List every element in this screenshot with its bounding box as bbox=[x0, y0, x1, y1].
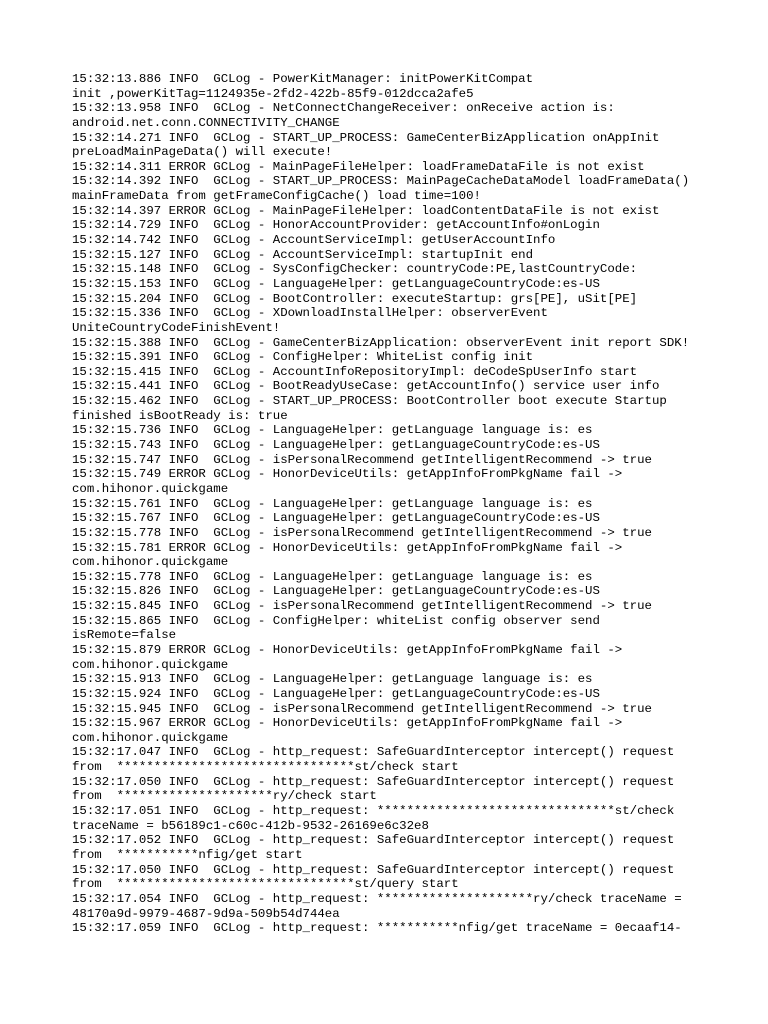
log-line: 15:32:13.958 INFO GCLog - NetConnectChangeReceiver: onReceive action is: bbox=[72, 101, 615, 116]
log-line: 15:32:17.054 INFO GCLog - http_request: *********************ry/check traceName = bbox=[72, 891, 682, 906]
log-line: 15:32:15.336 INFO GCLog - XDownloadInstallHelper: observerEvent bbox=[72, 306, 548, 321]
log-line: 15:32:14.397 ERROR GCLog - MainPageFileHelper: loadContentDataFile is not exist bbox=[72, 203, 660, 218]
log-line: 15:32:15.826 INFO GCLog - LanguageHelper: getLanguageCountryCode:es-US bbox=[72, 584, 600, 599]
log-line: 15:32:15.845 INFO GCLog - isPersonalRecommend getIntelligentRecommend -> true bbox=[72, 599, 652, 614]
log-line: 15:32:15.148 INFO GCLog - SysConfigChecker: countryCode:PE,lastCountryCode: bbox=[72, 262, 638, 277]
log-line: mainFrameData from getFrameConfigCache() load time=100! bbox=[72, 189, 481, 204]
log-line: 15:32:17.050 INFO GCLog - http_request: SafeGuardInterceptor intercept() request bbox=[72, 862, 675, 877]
log-line: 15:32:14.742 INFO GCLog - AccountServiceImpl: getUserAccountInfo bbox=[72, 233, 556, 248]
log-line: 15:32:13.886 INFO GCLog - PowerKitManager: initPowerKitCompat bbox=[72, 72, 534, 86]
log-line: isRemote=false bbox=[72, 628, 177, 643]
log-line: 15:32:15.462 INFO GCLog - START_UP_PROCESS: BootController boot execute Startup bbox=[72, 394, 667, 409]
log-line: 15:32:15.761 INFO GCLog - LanguageHelper: getLanguage language is: es bbox=[72, 496, 593, 511]
log-line: UniteCountryCodeFinishEvent! bbox=[72, 320, 281, 335]
log-line: 48170a9d-9979-4687-9d9a-509b54d744ea bbox=[72, 906, 340, 921]
log-line: finished isBootReady is: true bbox=[72, 408, 288, 423]
log-line: 15:32:15.388 INFO GCLog - GameCenterBizApplication: observerEvent init report SDK! bbox=[72, 335, 690, 350]
log-line: com.hihonor.quickgame bbox=[72, 555, 229, 570]
log-line: 15:32:15.736 INFO GCLog - LanguageHelper: getLanguage language is: es bbox=[72, 423, 593, 438]
log-line: android.net.conn.CONNECTIVITY_CHANGE bbox=[72, 115, 340, 130]
log-line: 15:32:15.767 INFO GCLog - LanguageHelper: getLanguageCountryCode:es-US bbox=[72, 511, 600, 526]
log-line: 15:32:15.747 INFO GCLog - isPersonalRecommend getIntelligentRecommend -> true bbox=[72, 452, 652, 467]
log-line: com.hihonor.quickgame bbox=[72, 481, 229, 496]
log-line: com.hihonor.quickgame bbox=[72, 657, 229, 672]
log-line: 15:32:17.051 INFO GCLog - http_request: ********************************st/check bbox=[72, 804, 675, 819]
log-line: 15:32:15.153 INFO GCLog - LanguageHelper: getLanguageCountryCode:es-US bbox=[72, 276, 600, 291]
log-line: 15:32:15.781 ERROR GCLog - HonorDeviceUtils: getAppInfoFromPkgName fail -> bbox=[72, 540, 623, 555]
log-line: from ********************************st/query start bbox=[72, 877, 459, 892]
log-line: from ***********nfig/get start bbox=[72, 847, 303, 862]
log-line: 15:32:14.311 ERROR GCLog - MainPageFileHelper: loadFrameDataFile is not exist bbox=[72, 159, 645, 174]
log-line: 15:32:14.271 INFO GCLog - START_UP_PROCESS: GameCenterBizApplication onAppInit bbox=[72, 130, 660, 145]
log-line: com.hihonor.quickgame bbox=[72, 730, 229, 745]
log-line: traceName = b56189c1-c60c-412b-9532-26169e6c32e8 bbox=[72, 818, 429, 833]
log-line: 15:32:14.729 INFO GCLog - HonorAccountProvider: getAccountInfo#onLogin bbox=[72, 218, 600, 233]
log-line: 15:32:15.945 INFO GCLog - isPersonalRecommend getIntelligentRecommend -> true bbox=[72, 701, 652, 716]
log-line: preLoadMainPageData() will execute! bbox=[72, 145, 333, 160]
log-line: 15:32:15.879 ERROR GCLog - HonorDeviceUtils: getAppInfoFromPkgName fail -> bbox=[72, 642, 623, 657]
log-line: 15:32:15.778 INFO GCLog - LanguageHelper: getLanguage language is: es bbox=[72, 569, 593, 584]
log-line: 15:32:15.415 INFO GCLog - AccountInfoRepositoryImpl: deCodeSpUserInfo start bbox=[72, 364, 638, 379]
log-line: 15:32:15.743 INFO GCLog - LanguageHelper: getLanguageCountryCode:es-US bbox=[72, 438, 600, 453]
log-line: 15:32:17.050 INFO GCLog - http_request: SafeGuardInterceptor intercept() request bbox=[72, 774, 675, 789]
log-line: 15:32:15.967 ERROR GCLog - HonorDeviceUtils: getAppInfoFromPkgName fail -> bbox=[72, 716, 623, 731]
log-text-block bbox=[72, 72, 712, 936]
log-line: from *********************ry/check start bbox=[72, 789, 377, 804]
log-line: 15:32:14.392 INFO GCLog - START_UP_PROCESS: MainPageCacheDataModel loadFrameData() bbox=[72, 174, 690, 189]
log-line: 15:32:15.127 INFO GCLog - AccountServiceImpl: startupInit end bbox=[72, 247, 534, 262]
log-line: 15:32:15.204 INFO GCLog - BootController: executeStartup: grs[PE], uSit[PE] bbox=[72, 291, 638, 306]
log-line: 15:32:17.059 INFO GCLog - http_request: ***********nfig/get traceName = 0ecaaf14- bbox=[72, 921, 682, 936]
log-line: 15:32:15.924 INFO GCLog - LanguageHelper: getLanguageCountryCode:es-US bbox=[72, 686, 600, 701]
log-line: 15:32:17.047 INFO GCLog - http_request: SafeGuardInterceptor intercept() request bbox=[72, 745, 675, 760]
log-line: 15:32:15.391 INFO GCLog - ConfigHelper: WhiteList config init bbox=[72, 350, 534, 365]
log-line: 15:32:17.052 INFO GCLog - http_request: SafeGuardInterceptor intercept() request bbox=[72, 833, 675, 848]
log-line: 15:32:15.441 INFO GCLog - BootReadyUseCase: getAccountInfo() service user info bbox=[72, 379, 660, 394]
log-line: 15:32:15.913 INFO GCLog - LanguageHelper: getLanguage language is: es bbox=[72, 672, 593, 687]
log-line: init ,powerKitTag=1124935e-2fd2-422b-85f9-012dcca2afe5 bbox=[72, 86, 474, 101]
log-line: 15:32:15.749 ERROR GCLog - HonorDeviceUtils: getAppInfoFromPkgName fail -> bbox=[72, 467, 623, 482]
log-line: 15:32:15.865 INFO GCLog - ConfigHelper: whiteList config observer send bbox=[72, 613, 600, 628]
log-line: 15:32:15.778 INFO GCLog - isPersonalRecommend getIntelligentRecommend -> true bbox=[72, 525, 652, 540]
log-line: from ********************************st/check start bbox=[72, 760, 459, 775]
